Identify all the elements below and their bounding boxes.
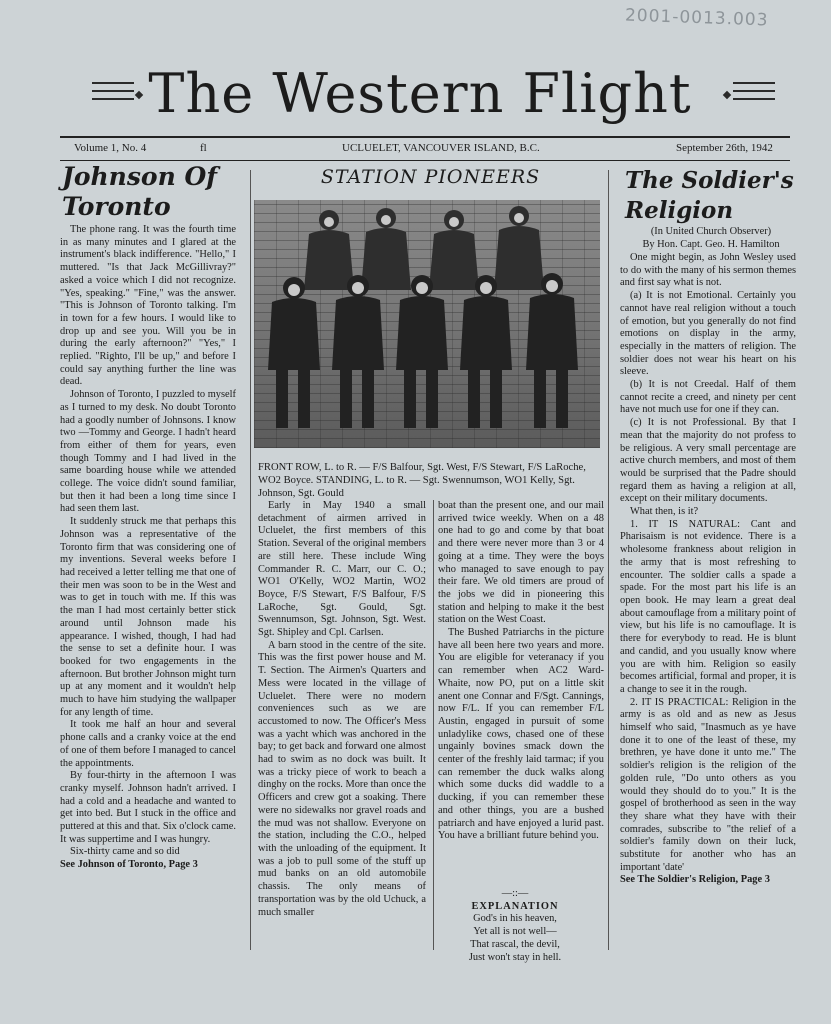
article-source-byline bbox=[625, 226, 797, 251]
headline-johnson-of-toronto: Johnson Of Toronto bbox=[62, 162, 218, 221]
seated-airman-1 bbox=[268, 277, 320, 428]
poem-line: Just won't stay in hell. bbox=[468, 951, 562, 963]
masthead-rule-bottom bbox=[60, 160, 790, 161]
seated-airman-5 bbox=[526, 273, 578, 428]
handwritten-catalog-number: 2001-0013.003 bbox=[624, 5, 769, 31]
article-paragraph: Six-thirty came and so did bbox=[70, 846, 180, 858]
article-paragraph: boat than the present one, and our mail arrived twice weekly. When on a 48 one had to go and come by that boat and there were never more than 3 or 4 going at a time. They were the boys who managed to save enough to pay their fare. We old timers are proud of the jobs we did in pioneering this station and helping to make it the best station on the West Coast. bbox=[438, 500, 604, 626]
headline-soldiers-religion: The Soldier's Religion bbox=[625, 167, 794, 224]
issue-date: September 26th, 1942 bbox=[676, 142, 773, 154]
article-johnson bbox=[60, 224, 236, 872]
article-byline: By Hon. Capt. Geo. H. Hamilton bbox=[642, 238, 780, 250]
article-pioneers-col2 bbox=[438, 500, 604, 843]
masthead-rule-top bbox=[60, 136, 790, 138]
article-paragraph: (b) It is not Creedal. Half of them cannot recite a creed, and ninety per cent have not much use for one if they can. bbox=[620, 379, 796, 416]
airmen-figures bbox=[254, 200, 600, 448]
article-paragraph: It suddenly struck me that perhaps this Johnson was a representative of the Toronto firm that was considering one of my inventions. Several weeks before I had received a letter telling me that one of their men was soon to be in the West and was to get in touch with me. If this was the man I had most certainly better stick around until Johnson made his appearance. I wished, though, I had had the sense to set a definite hour. I was booked for two engagements in the afternoon. But brother Johnson might turn up at any moment and it wouldn't help much to have him studying the wallpaper for any length of time. bbox=[60, 516, 236, 718]
continuation-link-johnson: See Johnson of Toronto, Page 3 bbox=[60, 859, 198, 871]
poem-explanation bbox=[440, 888, 590, 964]
poem-line: That rascal, the devil, bbox=[470, 938, 560, 950]
issue-volume: Volume 1, No. 4 bbox=[74, 142, 147, 154]
article-paragraph: 2. IT IS PRACTICAL: Religion in the army is as old and as new as Jesus himself who said, "Inasmuch as ye have done it to one of the least of these, my brethren, ye have done it unto me." The soldier's religion is the religion of the golden rule, "Do unto others as you would they should do to you." It is the gospel of brotherhood as seen in the way they share what they have with their comrades, subscribe to "the relief of a soldier's family down on their luck, substitute for another who has an important 'date' bbox=[620, 696, 796, 873]
headline-station-pioneers: STATION PIONEERS bbox=[320, 166, 541, 188]
article-paragraph: The phone rang. It was the fourth time in as many minutes and I glared at the instrument's black indifference. "Hello," I muttered. "Is that Jack McGillivray?" asked a voice which I did not recognize. "Yes, speaking." "Fine," was the answer. "This is Johnson of Toronto talking. I'm in town for a few hours. I would like to drop up and see you. Will you be in during the early afternoon?" "Yes," I replied. "Righto, I'll be up," and before I could say anything further the line was dead. bbox=[60, 224, 236, 388]
article-paragraph: Early in May 1940 a small detachment of airmen arrived in Ucluelet, the first members of this Station. Several of the original members are still here. These include Wing Commander R. C. Marr, our C. O.; WO1 O'Kelly, WO2 Martin, WO2 Boyce, F/S Stewart, F/S Balfour, F/S LaRoche, Sgt. Gould, Sgt. Swennumson, Sgt. Johnson, Sgt. West. Sgt. Shipley and Cpl. Carlsen. bbox=[258, 500, 426, 639]
poem-line: Yet all is not well— bbox=[473, 926, 557, 938]
article-paragraph: It took me half an hour and several phone calls and a cranky voice at the end of one of them before I managed to cancel the appointments. bbox=[60, 719, 236, 769]
article-paragraph: Johnson of Toronto, I puzzled to myself as I turned to my desk. No doubt Toronto had a goodly number of Johnsons. I know two —Tommy and George. I hadn't heard from either of them for years, even though Tommy and I had lived in the same boarding house while we attended college. The voice didn't sound familiar, but then it had been a long time since I had seen them last. bbox=[60, 389, 236, 515]
issue-mark: fl bbox=[200, 142, 207, 154]
article-pioneers-col1 bbox=[258, 500, 426, 919]
column-divider-1 bbox=[250, 170, 251, 950]
poem-line: God's in his heaven, bbox=[473, 913, 557, 925]
masthead-title: The Western Flight bbox=[148, 62, 692, 125]
article-religion bbox=[620, 252, 796, 887]
seated-airman-2 bbox=[332, 275, 384, 428]
article-paragraph: The Bushed Patriarchs in the picture have all been here two years and more. You are eligible for veteranacy if you can remember when AC2 Ward-Whaite, now PO, put on a little skit anent one Connar and F/Sgt. Cannings, now F/L. If you can remember F/L Austin, engaged in pursuit of some unladylike cows, chased one of these ungainly bovines smack down the center of the freshly laid tarmac; if you can remember the duck walks along which some ducks did waddle to a ducking, if you can remember these and other things, you are a bushed patriarch and have enjoyed a lurid past. You have a brilliant future behind you. bbox=[438, 627, 604, 842]
article-paragraph: By four-thirty in the afternoon I was cranky myself. Johnson hadn't arrived. I had a cold and a headache and wanted to get into bed. But I stuck in the office and puttered at this and that. Six o'clock came. It was suppertime and I was hungry. bbox=[60, 770, 236, 845]
seated-airman-3 bbox=[396, 275, 448, 428]
photo-caption: FRONT ROW, L. to R. — F/S Balfour, Sgt. West, F/S Stewart, F/S LaRoche, WO2 Boyce. STANDING, L. to R. — Sgt. Swennumson, WO1 Kelly, Sgt. Johnson, Sgt. Gould bbox=[258, 462, 586, 499]
article-paragraph: A barn stood in the centre of the site. This was the first power house and M. T. Section. The Airmen's Quarters and Mess were located in the village of Ucluelet. There were no modern conveniences such as we are accustomed to now. The Officer's Mess was a yacht which was anchored in the bay; to get back and forward one almost had to swim as no dock was built. It was a tricky piece of work to beach a dinghy on the rocks. More than once the Officers and crew got a soaking. There were no sidewalks nor gravel roads and the mud was not shallow. Everyone on the station, including the C.O., helped with the unloading of the equipment. It was a job to pull some of the stuff up mud banks on an old automobile chassis. The only means of transportation was by the old Uchuck, a much smaller bbox=[258, 639, 426, 918]
group-photograph bbox=[254, 200, 600, 448]
continuation-link-religion: See The Soldier's Religion, Page 3 bbox=[620, 874, 770, 886]
seated-airman-4 bbox=[460, 275, 512, 428]
poem-separator: —::— bbox=[501, 888, 529, 899]
column-divider-3 bbox=[433, 500, 434, 950]
issue-location: UCLUELET, VANCOUVER ISLAND, B.C. bbox=[342, 142, 540, 154]
issue-info-bar bbox=[60, 142, 790, 158]
poem-title: EXPLANATION bbox=[471, 900, 559, 912]
article-paragraph: What then, is it? bbox=[630, 506, 699, 518]
article-paragraph: (a) It is not Emotional. Certainly you cannot have real religion without a touch of emotion, but you generally do not find emotions on display in the army, especially in the matters of religion. The soldier does not wear his heart on his sleeve. bbox=[620, 290, 796, 378]
article-paragraph: 1. IT IS NATURAL: Cant and Pharisaism is not evidence. There is a wholesome frankness about religion in the army that is most refreshing to encounter. The soldier calls a spade a spade. For the most part his life is an open book. He may learn a great deal about camouflage from a military point of view, but his life is no camouflage. It is there for everybody to read. He is blunt and candid, and you usually know where you are with him. Religion so easily becomes artificial, formal and proper, it is a change to see it in the rough. bbox=[620, 518, 796, 695]
article-source: (In United Church Observer) bbox=[650, 226, 772, 237]
column-divider-2 bbox=[608, 170, 609, 950]
article-paragraph: (c) It is not Professional. By that I mean that the majority do not profess to be religious. A very small percentage are active church members, and most of them would be surprised that the Padre should regard them as having a religion at all, except on their military documents. bbox=[620, 417, 796, 505]
article-paragraph: One might begin, as John Wesley used to do with the many of his sermon themes and first say what is not. bbox=[620, 252, 796, 289]
